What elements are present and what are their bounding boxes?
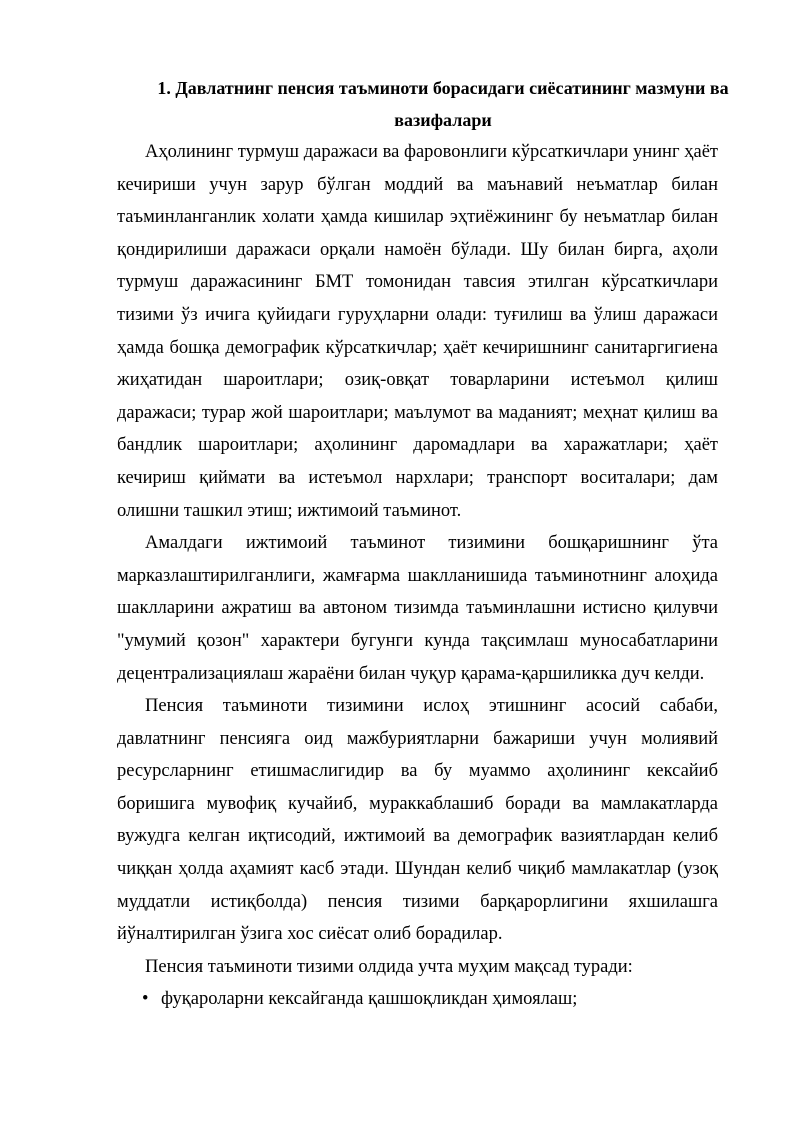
paragraph-social-security-system: Амалдаги ижтимоий таъминот тизимини бошқаришнинг ўта марказлаштирилганлиги, жамғарма шаклланишида таъминотнинг алоҳида шаклларини ажратиш ва автоном тизимда таъминлашни истисно қилувчи "умумий қозон" характери бугунги кунда тақсимлаш муносабатларини децентрализациялаш жараёни билан чуқур қарама-қаршиликка дуч келди.	[117, 533, 718, 684]
section-heading-line-1: 1. Давлатнинг пенсия таъминоти борасидаги сиёсатининг мазмуни ва	[157, 78, 729, 98]
list-item	[117, 983, 718, 1016]
section-heading-line-2: вазифалари	[394, 110, 492, 130]
paragraph-pension-goals-intro: Пенсия таъминоти тизими олдида учта муҳим мақсад туради:	[145, 956, 633, 977]
bullet-icon: •	[142, 989, 149, 1010]
list-item-text: фуқароларни кексайганда қашшоқликдан ҳимоялаш;	[161, 989, 578, 1010]
pension-goals-list	[117, 983, 718, 1016]
paragraph-pension-reform-reason: Пенсия таъминоти тизимини ислоҳ этишнинг асосий сабаби, давлатнинг пенсияга оид мажбуриятларни бажариши учун молиявий ресурсларнинг етишмаслигидир ва бу муаммо аҳолининг кексайиб боришига мувофиқ кучайиб, мураккаблашиб боради ва мамлакатларда вужудга келган иқтисодий, ижтимоий ва демографик вазиятлардан келиб чиққан ҳолда аҳамият касб этади. Шундан келиб чиқиб мамлакатлар (узоқ муддатли истиқболда) пенсия тизими барқарорлигини яхшилашга йўналтирилган ўзига хос сиёсат олиб борадилар.	[117, 696, 718, 945]
paragraph-living-standards: Аҳолининг турмуш даражаси ва фаровонлиги кўрсаткичлари унинг ҳаёт кечириши учун зарур бўлган моддий ва маънавий неъматлар билан таъминланганлик холати ҳамда кишилар эҳтиёжининг бу неъматлар билан қондирилиши даражаси орқали намоён бўлади. Шу билан бирга, аҳоли турмуш даражасининг БМТ томонидан тавсия этилган кўрсаткичлари тизими ўз ичига қуйидаги гуруҳларни олади: туғилиш ва ўлиш даражаси ҳамда бошқа демографик кўрсаткичлар; ҳаёт кечиришнинг санитаргигиена жиҳатидан шароитлари; озиқ-овқат товарларини истеъмол қилиш даражаси; турар жой шароитлари; маълумот ва маданият; меҳнат қилиш ва бандлик шароитлари; аҳолининг даромадлари ва харажатлари; ҳаёт кечириш қиймати ва истеъмол нархлари; транспорт воситалари; дам олишни ташкил этиш; ижтимоий таъминот.	[117, 142, 718, 521]
document-body	[117, 136, 718, 1016]
